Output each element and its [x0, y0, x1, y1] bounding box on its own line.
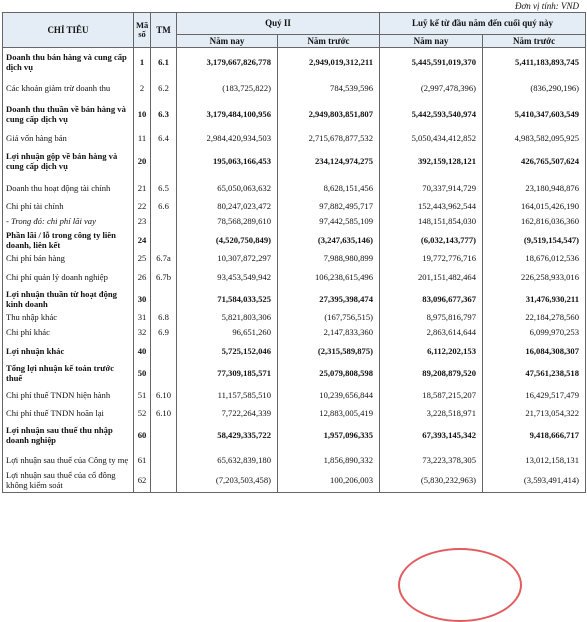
row-code: 23	[134, 215, 151, 230]
company-stamp	[398, 548, 522, 622]
row-note	[151, 230, 177, 252]
row-code: 21	[134, 178, 151, 200]
header-luy-ke: Luỹ kế từ đầu năm đến cuối quý này	[380, 13, 586, 35]
row-q-now: 77,309,185,571	[177, 363, 278, 385]
row-name: Lợi nhuận khác	[3, 341, 134, 363]
table-row	[3, 289, 586, 311]
header-y-now: Năm nay	[380, 35, 483, 48]
row-q-prev: 2,147,833,360	[278, 326, 380, 341]
row-name: Thu nhập khác	[3, 311, 134, 326]
row-y-prev: (836,290,196)	[483, 78, 586, 100]
row-name: Chi phí bán hàng	[3, 252, 134, 267]
row-y-now: 3,228,518,971	[380, 407, 483, 422]
row-note: 6.9	[151, 326, 177, 341]
row-code: 40	[134, 341, 151, 363]
row-note	[151, 363, 177, 385]
row-code: 1	[134, 48, 151, 78]
row-code: 62	[134, 471, 151, 493]
row-q-prev: 2,715,678,877,532	[278, 131, 380, 147]
row-note	[151, 422, 177, 451]
row-code: 24	[134, 230, 151, 252]
row-q-now: (4,520,750,849)	[177, 230, 278, 252]
row-y-now: 201,151,482,464	[380, 267, 483, 289]
row-y-now: 2,863,614,644	[380, 326, 483, 341]
row-y-prev: 23,180,948,876	[483, 178, 586, 200]
table-row	[3, 385, 586, 407]
row-q-now: 10,307,872,297	[177, 252, 278, 267]
row-q-now: 5,821,803,306	[177, 311, 278, 326]
row-code: 50	[134, 363, 151, 385]
table-row	[3, 215, 586, 230]
row-y-now: 6,112,202,153	[380, 341, 483, 363]
row-y-now: 5,445,591,019,370	[380, 48, 483, 78]
row-note	[151, 215, 177, 230]
row-note: 6.6	[151, 200, 177, 215]
row-q-prev: 1,856,890,332	[278, 451, 380, 471]
row-code: 22	[134, 200, 151, 215]
row-y-prev: 164,015,426,190	[483, 200, 586, 215]
row-y-now: 83,096,677,367	[380, 289, 483, 311]
row-name: Doanh thu thuần về bán hàng và cung cấp dịch vụ	[3, 100, 134, 131]
row-code: 2	[134, 78, 151, 100]
row-note: 6.1	[151, 48, 177, 78]
income-statement-table	[2, 12, 586, 493]
row-code: 20	[134, 147, 151, 178]
row-y-now: 89,208,879,520	[380, 363, 483, 385]
row-y-now: 73,223,378,305	[380, 451, 483, 471]
table-row	[3, 100, 586, 131]
row-q-prev: 784,539,596	[278, 78, 380, 100]
row-q-prev: (167,756,515)	[278, 311, 380, 326]
table-row	[3, 147, 586, 178]
row-q-prev: 2,949,019,312,211	[278, 48, 380, 78]
row-name: Lợi nhuận sau thuế của Công ty mẹ	[3, 451, 134, 471]
row-y-prev: (3,593,491,414)	[483, 471, 586, 493]
row-name: Chi phí thuế TNDN hoãn lại	[3, 407, 134, 422]
row-note: 6.7a	[151, 252, 177, 267]
row-name: Phần lãi / lỗ trong công ty liên doanh, liên kết	[3, 230, 134, 252]
row-y-now: 148,151,854,030	[380, 215, 483, 230]
table-row	[3, 267, 586, 289]
table-row	[3, 363, 586, 385]
row-name: Lợi nhuận thuần từ hoạt động kinh doanh	[3, 289, 134, 311]
row-y-prev: 226,258,933,016	[483, 267, 586, 289]
row-q-now: 3,179,667,826,778	[177, 48, 278, 78]
row-code: 25	[134, 252, 151, 267]
row-y-now: (2,997,478,396)	[380, 78, 483, 100]
row-note	[151, 341, 177, 363]
header-quy: Quý II	[177, 13, 380, 35]
table-row	[3, 471, 586, 493]
row-y-prev: 13,012,158,131	[483, 451, 586, 471]
row-y-now: 19,772,776,716	[380, 252, 483, 267]
row-q-now: (7,203,503,458)	[177, 471, 278, 493]
header-tm: TM	[151, 13, 177, 48]
row-q-now: (183,725,822)	[177, 78, 278, 100]
row-q-prev: 10,239,656,844	[278, 385, 380, 407]
row-y-prev: 6,099,970,253	[483, 326, 586, 341]
row-y-prev: 22,184,278,560	[483, 311, 586, 326]
row-y-prev: (9,519,154,547)	[483, 230, 586, 252]
row-y-now: 67,393,145,342	[380, 422, 483, 451]
row-y-now: 5,442,593,540,974	[380, 100, 483, 131]
row-code: 61	[134, 451, 151, 471]
row-y-now: 152,443,962,544	[380, 200, 483, 215]
row-name: Giá vốn hàng bán	[3, 131, 134, 147]
row-q-prev: (2,315,589,875)	[278, 341, 380, 363]
row-name: Lợi nhuận sau thuế của cổ đông không kiểm soát	[3, 471, 134, 493]
row-q-prev: 100,206,003	[278, 471, 380, 493]
row-code: 10	[134, 100, 151, 131]
row-y-prev: 9,418,666,717	[483, 422, 586, 451]
unit-note: Đơn vị tính: VND	[514, 1, 579, 11]
table-row	[3, 407, 586, 422]
row-y-now: (5,830,232,963)	[380, 471, 483, 493]
row-q-prev: 106,238,615,496	[278, 267, 380, 289]
row-y-now: 70,337,914,729	[380, 178, 483, 200]
row-q-prev: 97,442,585,109	[278, 215, 380, 230]
row-q-prev: 12,883,005,419	[278, 407, 380, 422]
row-name: Doanh thu hoạt động tài chính	[3, 178, 134, 200]
row-y-prev: 47,561,238,518	[483, 363, 586, 385]
table-row	[3, 252, 586, 267]
row-q-prev: 27,395,398,474	[278, 289, 380, 311]
row-q-prev: 2,949,803,851,807	[278, 100, 380, 131]
row-y-now: 8,975,816,797	[380, 311, 483, 326]
row-note: 6.10	[151, 385, 177, 407]
header-chi-tieu: CHỈ TIÊU	[3, 13, 134, 48]
table-row	[3, 131, 586, 147]
row-name: Các khoản giảm trừ doanh thu	[3, 78, 134, 100]
row-code: 52	[134, 407, 151, 422]
row-q-now: 58,429,335,722	[177, 422, 278, 451]
table-row	[3, 230, 586, 252]
row-name: Chi phí thuế TNDN hiện hành	[3, 385, 134, 407]
row-code: 32	[134, 326, 151, 341]
row-q-now: 65,632,839,180	[177, 451, 278, 471]
row-q-now: 96,651,260	[177, 326, 278, 341]
row-name: - Trong đó: chi phí lãi vay	[3, 215, 134, 230]
row-q-prev: 234,124,974,275	[278, 147, 380, 178]
row-note	[151, 471, 177, 493]
row-y-prev: 21,713,054,322	[483, 407, 586, 422]
row-y-now: 392,159,128,121	[380, 147, 483, 178]
row-q-prev: 1,957,096,335	[278, 422, 380, 451]
row-name: Lợi nhuận gộp về bán hàng và cung cấp dịch vụ	[3, 147, 134, 178]
row-q-prev: 8,628,151,456	[278, 178, 380, 200]
header-y-prev: Năm trước	[483, 35, 586, 48]
row-note: 6.5	[151, 178, 177, 200]
row-name: Doanh thu bán hàng và cung cấp dịch vụ	[3, 48, 134, 78]
table-row	[3, 200, 586, 215]
row-code: 30	[134, 289, 151, 311]
row-y-prev: 5,411,183,893,745	[483, 48, 586, 78]
row-name: Chi phí quản lý doanh nghiệp	[3, 267, 134, 289]
row-q-now: 71,584,033,525	[177, 289, 278, 311]
row-q-now: 3,179,484,100,956	[177, 100, 278, 131]
row-q-prev: (3,247,635,146)	[278, 230, 380, 252]
row-name: Lợi nhuận sau thuế thu nhập doanh nghiệp	[3, 422, 134, 451]
row-q-now: 5,725,152,046	[177, 341, 278, 363]
table-body	[3, 48, 586, 493]
row-code: 11	[134, 131, 151, 147]
table-row	[3, 48, 586, 78]
row-q-prev: 7,988,980,899	[278, 252, 380, 267]
row-q-now: 11,157,585,510	[177, 385, 278, 407]
row-q-now: 78,568,289,610	[177, 215, 278, 230]
header-q-now: Năm nay	[177, 35, 278, 48]
row-q-now: 65,050,063,632	[177, 178, 278, 200]
row-note: 6.3	[151, 100, 177, 131]
row-q-now: 2,984,420,934,503	[177, 131, 278, 147]
row-name: Chi phí khác	[3, 326, 134, 341]
table-row	[3, 422, 586, 451]
row-q-prev: 97,882,495,717	[278, 200, 380, 215]
table-row	[3, 311, 586, 326]
row-note	[151, 147, 177, 178]
table-header	[3, 13, 586, 48]
row-code: 51	[134, 385, 151, 407]
row-q-now: 7,722,264,339	[177, 407, 278, 422]
header-q-prev: Năm trước	[278, 35, 380, 48]
row-code: 60	[134, 422, 151, 451]
row-q-now: 195,063,166,453	[177, 147, 278, 178]
row-y-prev: 31,476,930,211	[483, 289, 586, 311]
row-note: 6.2	[151, 78, 177, 100]
row-name: Chi phí tài chính	[3, 200, 134, 215]
header-ma-so: Mã số	[134, 13, 151, 48]
row-note: 6.10	[151, 407, 177, 422]
row-note: 6.4	[151, 131, 177, 147]
row-q-prev: 25,079,808,598	[278, 363, 380, 385]
row-note	[151, 289, 177, 311]
row-q-now: 93,453,549,942	[177, 267, 278, 289]
row-name: Tổng lợi nhuận kế toán trước thuế	[3, 363, 134, 385]
row-code: 26	[134, 267, 151, 289]
row-y-now: 5,050,434,412,852	[380, 131, 483, 147]
row-y-prev: 426,765,507,624	[483, 147, 586, 178]
row-y-prev: 16,429,517,479	[483, 385, 586, 407]
row-note: 6.7b	[151, 267, 177, 289]
table-row	[3, 341, 586, 363]
table-row	[3, 178, 586, 200]
row-y-prev: 16,084,308,307	[483, 341, 586, 363]
table-row	[3, 451, 586, 471]
row-y-now: (6,032,143,777)	[380, 230, 483, 252]
row-note: 6.8	[151, 311, 177, 326]
row-y-prev: 18,676,012,536	[483, 252, 586, 267]
row-y-prev: 162,816,036,360	[483, 215, 586, 230]
row-q-now: 80,247,023,472	[177, 200, 278, 215]
row-note	[151, 451, 177, 471]
table-row	[3, 78, 586, 100]
table-row	[3, 326, 586, 341]
row-y-now: 18,587,215,207	[380, 385, 483, 407]
row-y-prev: 5,410,347,603,549	[483, 100, 586, 131]
row-y-prev: 4,983,582,095,925	[483, 131, 586, 147]
row-code: 31	[134, 311, 151, 326]
